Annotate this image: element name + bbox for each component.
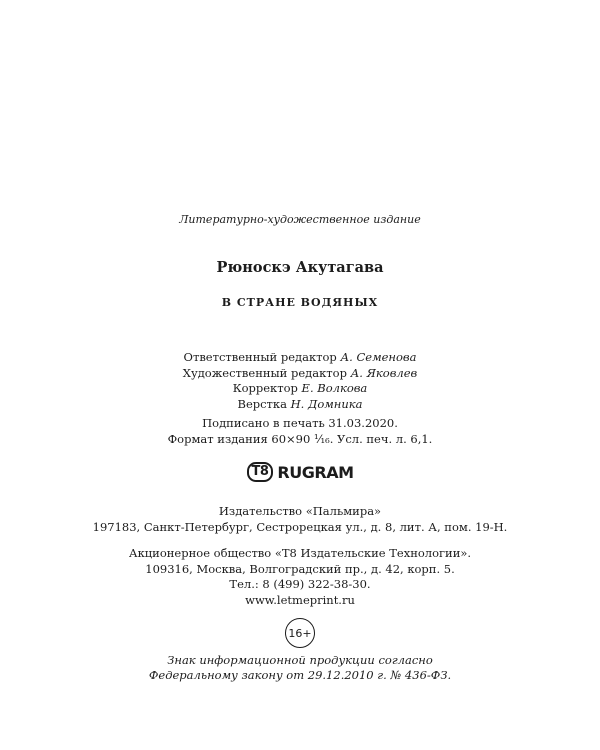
author-name: Рюноскэ Акутагава (216, 259, 384, 276)
credit-role: Корректор (232, 381, 302, 395)
publisher-block (0, 503, 600, 535)
credit-role: Ответственный редактор (183, 350, 341, 364)
credits-block (0, 350, 600, 412)
credit-art-editor (0, 366, 600, 382)
credit-person: А. Семенова (340, 350, 417, 364)
genre-label: Литературно-художественное издание (179, 213, 421, 226)
credit-role: Художественный редактор (182, 365, 351, 380)
book-title: В СТРАНЕ ВОДЯНЫХ (221, 296, 379, 309)
notice-line-2: Федеральному закону от 29.12.2010 г. № 436-ФЗ. (148, 668, 452, 682)
printer-address: 109316, Москва, Волгоградский пр., д. 42, корп. 5. (145, 561, 455, 576)
credit-person: Н. Домника (290, 396, 363, 411)
publisher-address: 197183, Санкт-Петербург, Сестрорецкая ул., д. 8, лит. А, пом. 19-Н. (92, 520, 508, 534)
info-product-notice (0, 653, 600, 683)
credit-role: Верстка (237, 396, 291, 411)
signed-to-print: Подписано в печать 31.03.2020. (202, 416, 398, 430)
credit-editor (0, 350, 600, 366)
logo-wordmark: RUGRAM (277, 462, 354, 482)
notice-line-1: Знак информационной продукции согласно (167, 653, 433, 667)
credit-layout (0, 397, 600, 413)
publisher-logo (0, 460, 600, 482)
printer-block (0, 546, 600, 608)
logo-mark-icon: T8 (247, 462, 274, 482)
print-info-block (0, 416, 600, 447)
printer-phone: Тел.: 8 (499) 322-38-30. (229, 577, 371, 591)
edition-format: Формат издания 60×90 ¹⁄₁₆. Усл. печ. л. 6,1. (167, 431, 433, 446)
printer-name: Акционерное общество «Т8 Издательские Технологии». (128, 546, 472, 560)
credit-corrector (0, 381, 600, 397)
publisher-name: Издательство «Пальмира» (218, 504, 382, 518)
credit-person: Е. Волкова (301, 381, 368, 395)
age-rating-badge: 16+ (285, 618, 315, 648)
printer-website: www.letmeprint.ru (245, 592, 355, 607)
credit-person: А. Яковлев (350, 365, 418, 380)
